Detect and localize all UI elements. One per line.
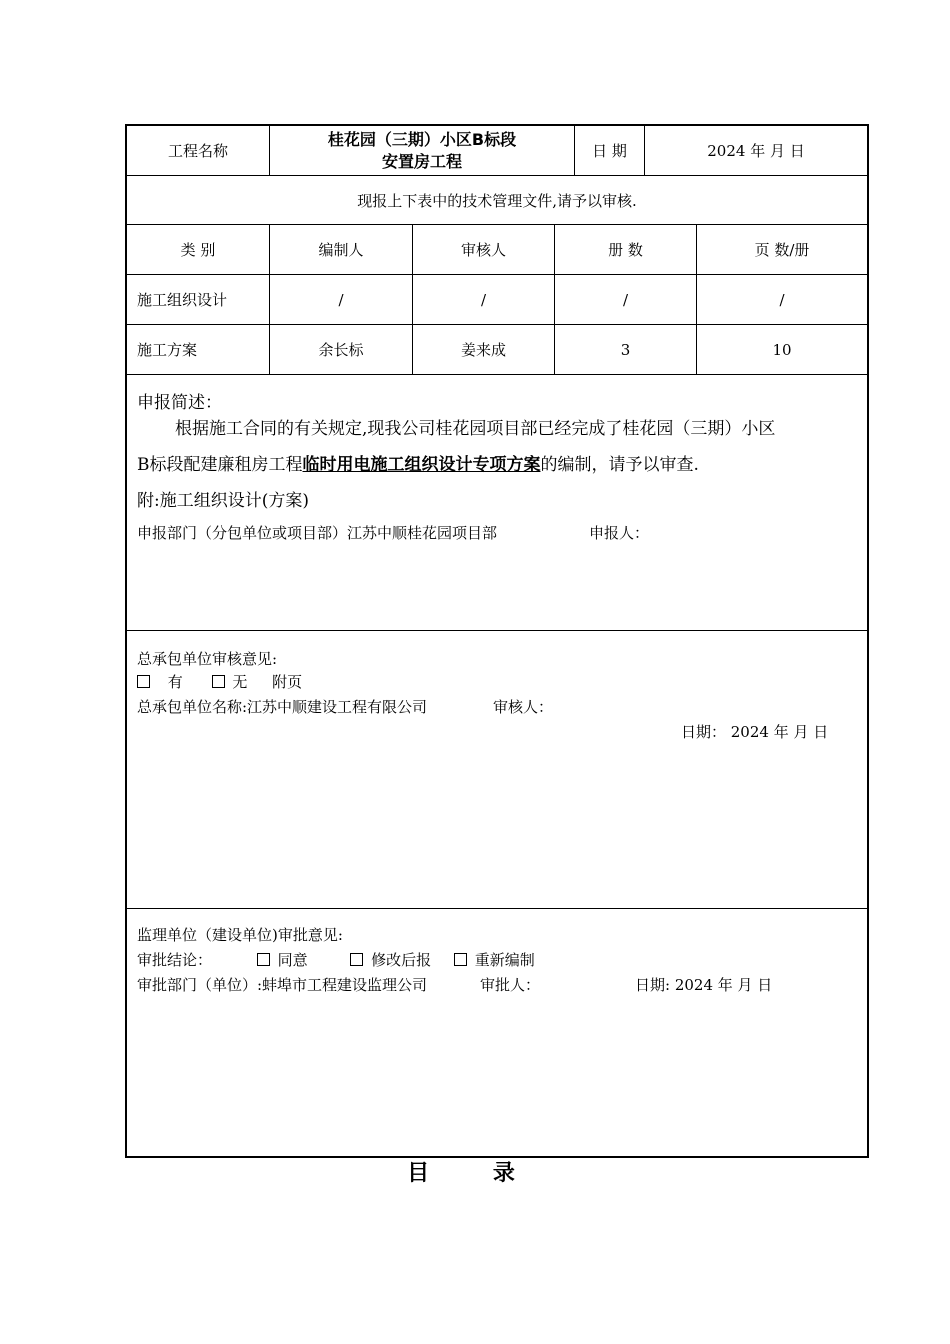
- submission-para1: 根据施工合同的有关规定,现我公司桂花园项目部已经完成了桂花园（三期）小区: [175, 419, 776, 439]
- contractor-name: 总承包单位名称:江苏中顺建设工程有限公司: [137, 698, 428, 716]
- project-name: [270, 126, 574, 175]
- project-name-line1: 桂花园（三期）小区B标段: [327, 129, 517, 149]
- col-reviewer: 审核人: [460, 241, 506, 259]
- col-pages: 页 数/册: [754, 241, 810, 259]
- table-cell: /: [338, 290, 344, 309]
- para2-prefix: B标段配建廉租房工程: [137, 455, 303, 475]
- col-category: 类 别: [180, 241, 216, 259]
- col-author: 编制人: [318, 241, 364, 259]
- submission-heading: 申报简述：: [137, 393, 222, 413]
- divider: [127, 908, 867, 909]
- supervisor-heading: 监理单位（建设单位)审批意见:: [137, 926, 343, 944]
- opt-agree: 同意: [277, 951, 308, 969]
- checkbox-agree[interactable]: [257, 953, 270, 966]
- date-value: 2024 年 月 日: [707, 142, 805, 160]
- intro-text: 现报上下表中的技术管理文件,请予以审核.: [357, 191, 637, 210]
- contractor-reviewer: 审核人：: [493, 698, 554, 716]
- project-label: 工程名称: [167, 142, 228, 160]
- table-cell: /: [622, 290, 629, 309]
- checkbox-no[interactable]: [212, 675, 225, 688]
- divider: [127, 374, 867, 375]
- table-cell: 余长标: [318, 341, 364, 359]
- para2-emphasis: 临时用电施工组织设计专项方案: [302, 455, 541, 475]
- option-yes-label: 有: [167, 673, 183, 691]
- table-cell: /: [480, 290, 487, 309]
- col-volumes: 册 数: [608, 241, 643, 259]
- opt-revise: 修改后报: [371, 951, 432, 969]
- supervisor-conclusion: [137, 949, 535, 970]
- table-cell: 3: [620, 340, 631, 359]
- supervisor-approver: 审批人：: [480, 976, 541, 994]
- contractor-date: 日期： 2024 年 月 日: [681, 723, 829, 741]
- table-cell: 姜来成: [460, 341, 506, 359]
- supervisor-date: 日期: 2024 年 月 日: [635, 976, 773, 994]
- checkbox-revise[interactable]: [350, 953, 363, 966]
- table-cell: /: [779, 290, 785, 309]
- date-label: 日 期: [592, 142, 627, 160]
- option-no-label: 无: [232, 673, 248, 691]
- project-name-line2: 安置房工程: [381, 151, 462, 171]
- conclusion-label: 审批结论：: [137, 951, 213, 969]
- table-cell: 施工组织设计: [137, 291, 228, 309]
- contractor-heading: 总承包单位审核意见:: [137, 650, 278, 668]
- toc-title: 目 录: [407, 1161, 543, 1186]
- attach-label: 附页: [272, 673, 303, 691]
- checkbox-yes[interactable]: [137, 675, 150, 688]
- table-cell: 10: [772, 340, 792, 359]
- table-cell: 施工方案: [137, 341, 198, 359]
- submission-dept: 申报部门（分包单位或项目部）江苏中顺桂花园项目部: [137, 524, 498, 542]
- opt-redo: 重新编制: [474, 951, 535, 969]
- para2-suffix: 的编制，请予以审查.: [540, 455, 699, 475]
- submission-attachment: 附:施工组织设计(方案): [137, 491, 309, 511]
- submission-reporter: 申报人：: [589, 524, 650, 542]
- submission-para2: [137, 450, 699, 475]
- approval-form: [125, 124, 869, 1158]
- checkbox-redo[interactable]: [454, 953, 467, 966]
- divider: [127, 630, 867, 631]
- contractor-options: [137, 671, 302, 692]
- supervisor-dept: 审批部门（单位）:蚌埠市工程建设监理公司: [137, 976, 428, 994]
